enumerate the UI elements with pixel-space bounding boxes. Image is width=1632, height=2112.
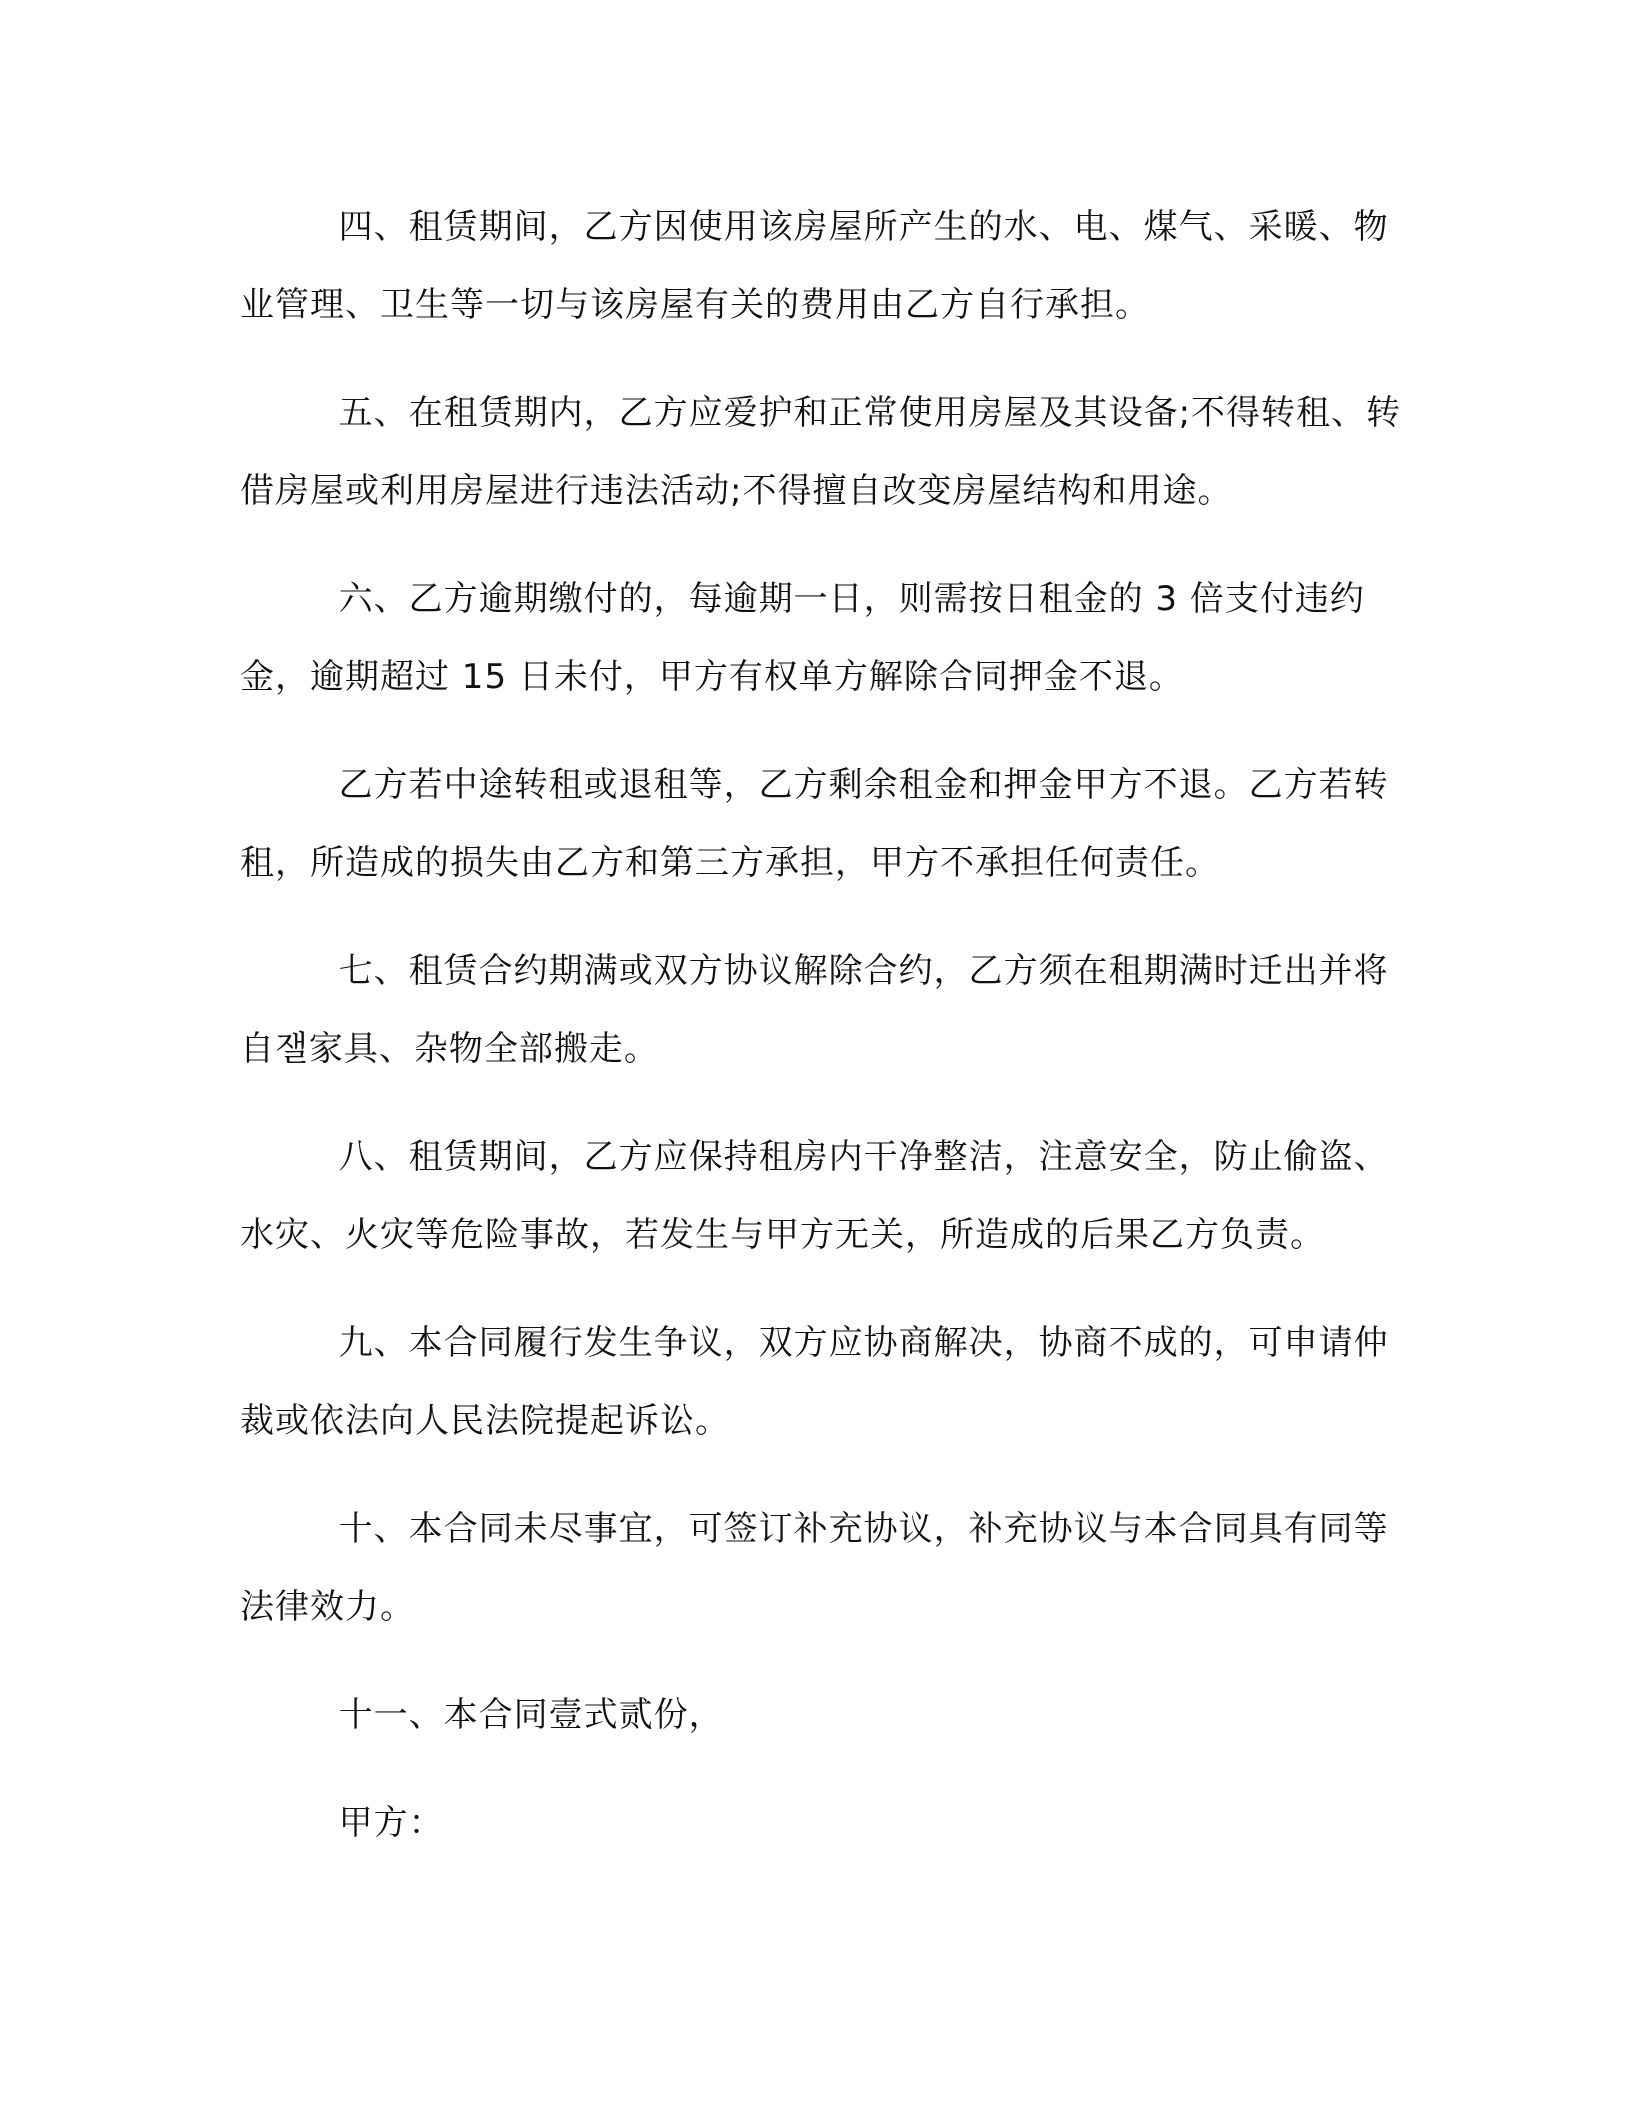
clause-7-move-out: 七、租赁合约期满或双方协议解除合约，乙方须在租期满时迁出并将自잴家具、杂物全部搬走。: [240, 951, 1389, 1069]
clause-6-sublease-note: 乙方若中途转租或退租等，乙方剩余租金和押金甲方不退。乙方若转租，所造成的损失由乙方和第三方承担，甲方不承担任何责任。: [240, 765, 1389, 883]
clause-4-utilities: 四、租赁期间，乙方因使用该房屋所产生的水、电、煤气、采暖、物业管理、卫生等一切与该房屋有关的费用由乙方自行承担。: [240, 207, 1389, 325]
clause-11-copies: 十一、本合同壹式贰份，: [338, 1695, 724, 1735]
clause-8-safety: 八、租赁期间，乙方应保持租房内干净整洁，注意安全，防止偷盗、水灾、火灾等危险事故，若发生与甲方无关，所造成的后果乙方负责。: [240, 1137, 1389, 1255]
clause-6-late-payment: 六、乙方逾期缴付的，每逾期一日，则需按日租金的 3 倍支付违约金，逾期超过 15 日未付，甲方有权单方解除合同押金不退。: [240, 579, 1365, 697]
contract-body: [240, 188, 1410, 1892]
clause-10-supplement: 十、本合同未尽事宜，可签订补充协议，补充协议与本合同具有同等法律效力。: [240, 1509, 1389, 1627]
party-a-signature-label: 甲方：: [338, 1803, 444, 1843]
clause-5-use-of-premises: 五、在租赁期内，乙方应爱护和正常使用房屋及其设备;不得转租、转借房屋或利用房屋进行违法活动;不得擅自改变房屋结构和用途。: [240, 393, 1402, 511]
clause-9-disputes: 九、本合同履行发生争议，双方应协商解决，协商不成的，可申请仲裁或依法向人民法院提起诉讼。: [240, 1323, 1389, 1441]
